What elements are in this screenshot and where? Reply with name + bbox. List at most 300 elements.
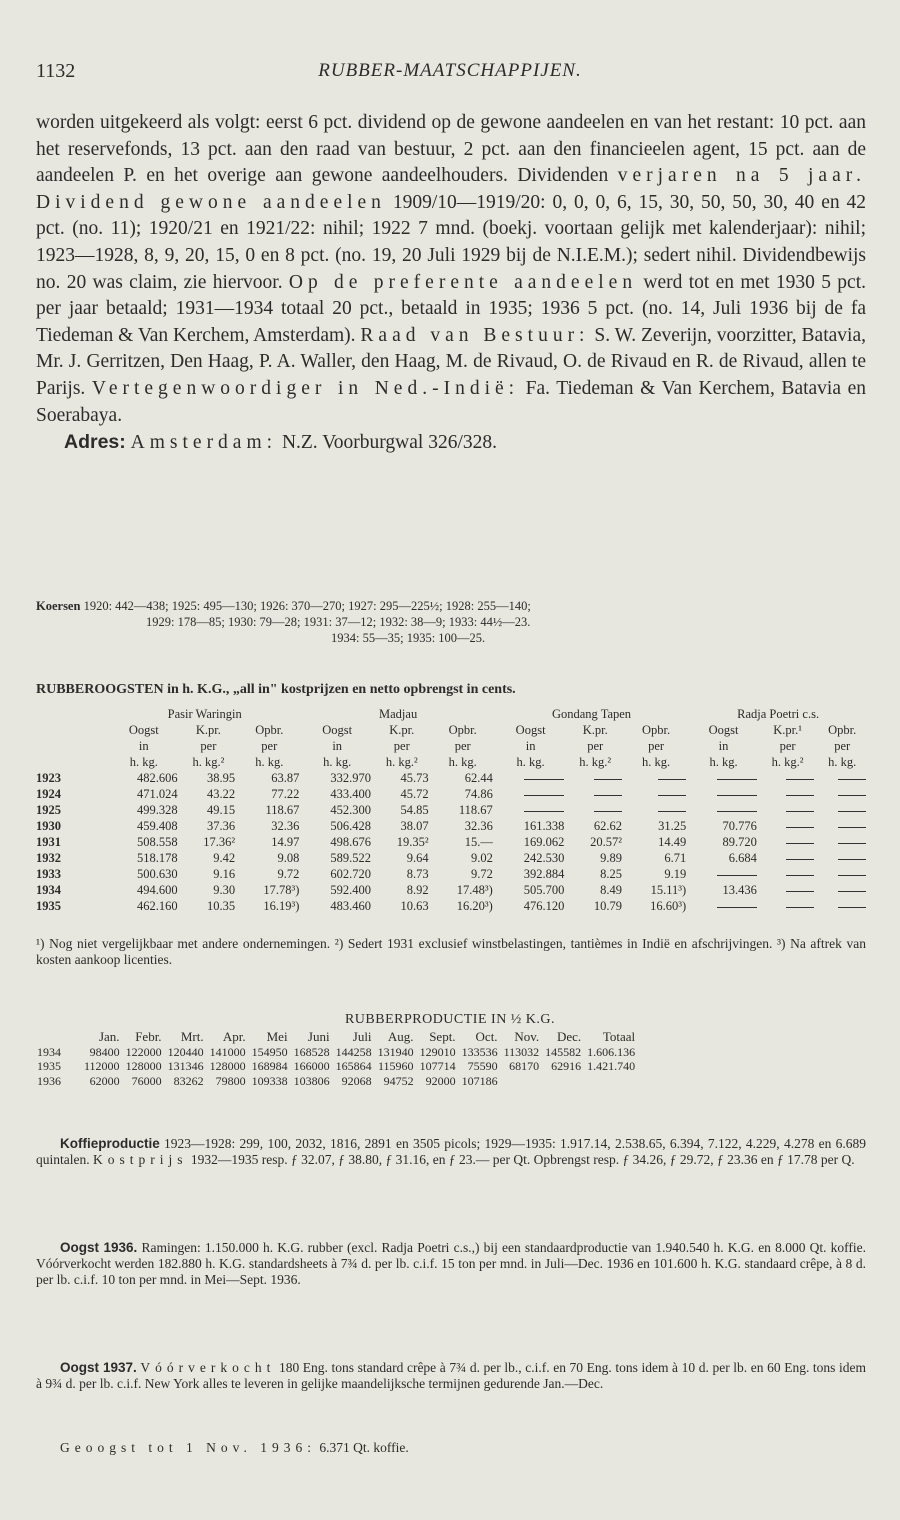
subheader-cell: Opbr. [828, 723, 857, 737]
value-cell [816, 866, 868, 882]
value-cell: 14.49 [658, 835, 687, 849]
dash-mark [838, 827, 866, 828]
production-value: 168528 [293, 1044, 330, 1059]
koersen-label: Koersen [36, 599, 81, 613]
blank-cell [34, 754, 108, 770]
production-value: 168984 [251, 1059, 288, 1073]
spaced-term: Geoogst tot 1 Nov. 1936: [60, 1440, 316, 1455]
share-prices [36, 598, 866, 646]
value-cell: 452.300 [330, 803, 371, 817]
value-cell: 8.49 [600, 883, 622, 897]
production-value [584, 1074, 638, 1089]
spaced-term: verjaren na 5 jaar. [617, 165, 867, 187]
subheader-cell: h. kg.² [771, 755, 804, 769]
subheader-cell: h. kg.² [385, 755, 418, 769]
page-number: 1132 [36, 60, 76, 82]
production-value: 107186 [461, 1073, 498, 1088]
value-cell [816, 898, 868, 914]
value-cell: 17.78³) [263, 883, 300, 897]
value-cell: 161.338 [523, 819, 565, 833]
subheader-cell: per [779, 739, 796, 753]
value-cell: 9.72 [470, 867, 493, 881]
table-row [34, 882, 868, 898]
production-value [542, 1074, 584, 1089]
koersen-line: 1920: 442—438; 1925: 495—130; 1926: 370—270; 1927: 295—225½; 1928: 255—140; [83, 599, 531, 613]
table-header-row [34, 706, 868, 722]
dash-mark [786, 811, 814, 812]
subheader-cell: in [138, 739, 149, 753]
blank-cell [34, 1030, 81, 1045]
production-value: 103806 [293, 1073, 330, 1088]
table-row [34, 786, 868, 802]
value-cell [816, 850, 868, 866]
dash-mark [717, 907, 757, 908]
year-cell: 1931 [36, 835, 61, 849]
blank-cell [34, 706, 108, 722]
month-header: Juli [352, 1029, 372, 1044]
value-cell [624, 770, 688, 786]
section-lead: Oogst 1937. [60, 1360, 137, 1375]
spaced-term: Raad van Bestuur: [360, 324, 590, 346]
value-cell [688, 802, 759, 818]
production-value: 129010 [419, 1044, 456, 1059]
value-cell [688, 898, 759, 914]
month-header: Totaal [602, 1029, 636, 1044]
subheader-cell: h. kg. [828, 755, 857, 769]
table-row [34, 898, 868, 914]
production-value: 68170 [509, 1059, 540, 1073]
table-subheader-row [34, 722, 868, 738]
subheader-cell: per [261, 739, 278, 753]
value-cell: 62.62 [593, 819, 622, 833]
value-cell: 518.178 [136, 851, 178, 865]
production-value: 128000 [125, 1059, 162, 1073]
year-cell: 1933 [36, 867, 61, 881]
value-cell: 498.676 [330, 835, 371, 849]
production-value: 128000 [209, 1059, 246, 1073]
production-row [34, 1074, 638, 1089]
production-value: 76000 [131, 1073, 162, 1088]
harvest-table-title [36, 682, 866, 698]
value-cell [816, 834, 868, 850]
value-cell: 19.35² [396, 835, 429, 849]
subheader-cell: per [454, 739, 471, 753]
harvest-table [34, 706, 868, 914]
value-cell: 31.25 [658, 819, 687, 833]
subheader-cell: K.pr.¹ [773, 723, 802, 737]
table-row [34, 802, 868, 818]
dash-mark [838, 907, 866, 908]
value-cell: 242.530 [523, 851, 565, 865]
table-row [34, 850, 868, 866]
value-cell [759, 866, 817, 882]
value-cell [566, 770, 624, 786]
subheader-cell: K.pr. [582, 723, 608, 737]
value-cell: 15.11³) [650, 883, 687, 897]
subheader-cell: per [834, 739, 851, 753]
production-value: 92000 [425, 1073, 456, 1088]
dash-mark [838, 795, 866, 796]
subheader-cell: h. kg. [516, 755, 545, 769]
table-title: RUBBEROOGSTEN in h. K.G., „all in" kostprijzen en netto opbrengst in cents. [36, 682, 516, 697]
value-cell: 74.86 [464, 787, 493, 801]
subheader-cell: Opbr. [255, 723, 284, 737]
text-span: Fa. Tiedeman & Van Kerchem, Batavia en Soerabaya. [36, 377, 866, 426]
production-value: 79800 [215, 1073, 246, 1088]
value-cell: 62.44 [464, 771, 493, 785]
spaced-term: Op de preferente aandeelen [288, 271, 638, 293]
value-cell [624, 802, 688, 818]
subheader-cell: h. kg.² [579, 755, 612, 769]
spaced-term: Dividend gewone aandeelen [36, 191, 386, 213]
year-cell: 1935 [36, 899, 61, 913]
production-value: 1.421.740 [587, 1059, 636, 1073]
year-cell: 1935 [37, 1059, 61, 1073]
dash-mark [658, 811, 686, 812]
value-cell: 506.428 [330, 819, 371, 833]
text-span: 1932—1935 resp. ƒ 32.07, ƒ 38.80, ƒ 31.16, en ƒ 23.— per Qt. Opbrengst resp. ƒ 34.26, ƒ 29.72, ƒ 23.36 en ƒ 17.78 per Q. [187, 1152, 855, 1167]
value-cell: 8.73 [406, 867, 429, 881]
value-cell: 471.024 [136, 787, 178, 801]
value-cell [688, 866, 759, 882]
spaced-term: Amsterdam: [130, 432, 278, 454]
year-cell: 1924 [36, 787, 61, 801]
table-row [34, 770, 868, 786]
production-value: 154950 [251, 1044, 288, 1059]
value-cell [759, 898, 817, 914]
subheader-cell: Opbr. [642, 723, 671, 737]
production-value: 112000 [84, 1059, 120, 1073]
spaced-term: Vóórverkocht [140, 1360, 276, 1375]
value-cell: 10.35 [207, 899, 236, 913]
subheader-cell: in [525, 739, 536, 753]
harvest-1936 [36, 1240, 866, 1288]
blank-cell [34, 722, 108, 738]
production-value: 107714 [419, 1059, 456, 1073]
estate-header: Radja Poetri c.s. [737, 707, 820, 721]
value-cell: 9.72 [277, 867, 300, 881]
production-value: 141000 [209, 1044, 246, 1059]
value-cell: 494.600 [136, 883, 178, 897]
value-cell: 118.67 [265, 803, 300, 817]
production-value: 122000 [125, 1044, 162, 1059]
value-cell: 392.884 [523, 867, 565, 881]
value-cell: 37.36 [207, 819, 236, 833]
value-cell [816, 818, 868, 834]
dash-mark [838, 859, 866, 860]
value-cell: 592.400 [330, 883, 371, 897]
value-cell: 13.436 [722, 883, 757, 897]
value-cell [759, 882, 817, 898]
dash-mark [524, 795, 564, 796]
production-value: 98400 [89, 1044, 120, 1059]
subheader-cell: Oogst [322, 723, 353, 737]
value-cell: 15.— [464, 835, 493, 849]
text-span: 6.371 Qt. koffie. [316, 1440, 409, 1455]
subheader-cell: per [200, 739, 217, 753]
value-cell [759, 770, 817, 786]
value-cell: 462.160 [136, 899, 178, 913]
production-value: 120440 [167, 1044, 204, 1059]
value-cell: 6.71 [664, 851, 687, 865]
production-value: 92068 [341, 1073, 372, 1088]
dash-mark [594, 795, 622, 796]
dash-mark [658, 795, 686, 796]
production-row [34, 1059, 638, 1074]
production-value: 131940 [377, 1044, 414, 1059]
value-cell: 17.48³) [456, 883, 493, 897]
value-cell: 77.22 [271, 787, 300, 801]
subheader-cell: h. kg. [255, 755, 284, 769]
dash-mark [786, 795, 814, 796]
value-cell: 505.700 [523, 883, 565, 897]
value-cell: 9.08 [277, 851, 300, 865]
month-header: Febr. [135, 1029, 162, 1044]
value-cell: 433.400 [330, 787, 371, 801]
production-value: 165864 [335, 1059, 372, 1073]
text-span: 1909/10—1919/20: 0, 0, 0, 6, 15, 30, 50, 50, 30, 40 en 42 pct. (no. 11); 1920/21 en 1921/22: nihil; 1922 7 mnd. (boekj. voortaan gelijk met kalenderjaar): nihil; 1923—1928, 8, 9, 20, 15, 0 en 8 pct. (no. 19, 20 Juli 1929 bij de N.I.E.M.); sedert nihil. Dividendbewijs no. 20 was claim, zie hiervoor. [36, 191, 866, 293]
dash-mark [717, 779, 757, 780]
month-header: Juni [307, 1029, 330, 1044]
value-cell: 6.684 [728, 851, 757, 865]
page-header [36, 60, 864, 90]
month-header: Sept. [429, 1029, 456, 1044]
value-cell: 118.67 [458, 803, 493, 817]
year-cell: 1934 [36, 883, 61, 897]
value-cell: 32.36 [464, 819, 493, 833]
subheader-cell: per [648, 739, 665, 753]
production-value: 144258 [335, 1044, 372, 1059]
text-span: 180 Eng. tons standard crêpe à 7¾ d. per lb., c.i.f. en 70 Eng. tons idem à 10 d. per lb. en 60 Eng. tons idem à 9¾ d. per lb. c.i.f. New York alles te leveren in gelijke maandelijksche termijnen gedurende Jan.—Dec. [36, 1360, 867, 1391]
subheader-cell: per [587, 739, 604, 753]
production-value: 1.606.136 [587, 1044, 636, 1059]
value-cell [759, 786, 817, 802]
value-cell [759, 834, 817, 850]
text-span: Ramingen: 1.150.000 h. K.G. rubber (excl. Radja Poetri c.s.,) bij een standaardproductie van 1.940.540 h. K.G. en 8.000 Qt. koffie. Vóórverkocht werden 182.880 h. K.G. standardsheets à 7¾ d. per lb. c.i.f. 15 ton per mnd. in Juli—Dec. 1936 en 101.600 h. K.G. standaard crêpe, à 8 d. per lb. c.i.f. 10 ton per mnd. in Mei—Sept. 1936. [36, 1240, 866, 1287]
subheader-cell: K.pr. [389, 723, 415, 737]
production-value: 109338 [251, 1073, 288, 1088]
dash-mark [838, 779, 866, 780]
section-lead: Koffieproductie [60, 1136, 160, 1151]
production-table [34, 1030, 638, 1088]
footnotes: ¹) Nog niet vergelijkbaar met andere ondernemingen. ²) Sedert 1931 exclusief winstbelastingen, tantièmes in Indië en afschrijvingen. ³) Na aftrek van kosten aankoop licenties. [36, 936, 866, 967]
month-header: Nov. [514, 1029, 540, 1044]
spaced-term: Kostprijs [93, 1152, 188, 1167]
running-title: RUBBER-MAATSCHAPPIJEN. [318, 60, 582, 81]
value-cell: 9.89 [600, 851, 622, 865]
value-cell: 20.57² [590, 835, 622, 849]
dash-mark [658, 779, 686, 780]
text-span: werd tot en met 1930 5 pct. per jaar betaald; 1931—1934 totaal 20 pct., betaald in 1935; 1936 5 pct. (no. 14, Juli 1936 bij de fa Tiedeman & Van Kerchem, Amsterdam). [36, 271, 866, 346]
value-cell [566, 786, 624, 802]
subheader-cell: K.pr. [195, 723, 221, 737]
dash-mark [524, 811, 564, 812]
table-row [34, 866, 868, 882]
value-cell [816, 770, 868, 786]
value-cell [759, 850, 817, 866]
subheader-cell: in [332, 739, 343, 753]
value-cell: 9.42 [213, 851, 236, 865]
value-cell: 49.15 [207, 803, 236, 817]
value-cell: 63.87 [271, 771, 300, 785]
value-cell: 499.328 [136, 803, 178, 817]
value-cell: 482.606 [136, 771, 178, 785]
production-value: 131346 [167, 1059, 204, 1073]
value-cell: 476.120 [523, 899, 565, 913]
value-cell: 14.97 [271, 835, 300, 849]
month-header: Dec. [556, 1029, 582, 1044]
subheader-cell: Oogst [128, 723, 159, 737]
production-value: 94752 [383, 1073, 414, 1088]
value-cell: 38.95 [207, 771, 236, 785]
value-cell: 45.73 [400, 771, 429, 785]
value-cell: 9.02 [470, 851, 493, 865]
production-value: 115960 [378, 1059, 414, 1073]
month-header: Apr. [222, 1029, 246, 1044]
value-cell: 89.720 [722, 835, 757, 849]
value-cell: 8.92 [406, 883, 429, 897]
production-value [501, 1074, 543, 1089]
dividend-paragraph [36, 110, 866, 429]
dash-mark [717, 875, 757, 876]
subheader-cell: per [393, 739, 410, 753]
dash-mark [717, 811, 757, 812]
value-cell [816, 882, 868, 898]
coffee-production [36, 1136, 866, 1168]
dash-mark [786, 891, 814, 892]
subheader-cell: in [718, 739, 729, 753]
production-value: 75590 [467, 1059, 498, 1073]
value-cell: 45.72 [400, 787, 429, 801]
dash-mark [838, 843, 866, 844]
value-cell: 32.36 [271, 819, 300, 833]
production-value: 133536 [461, 1044, 498, 1059]
month-header: Jan. [98, 1029, 120, 1044]
production-value: 83262 [173, 1073, 204, 1088]
dash-mark [594, 779, 622, 780]
value-cell [495, 802, 567, 818]
production-header-row [34, 1030, 638, 1045]
value-cell: 8.25 [600, 867, 622, 881]
section-lead: Oogst 1936. [60, 1240, 138, 1255]
table-subheader-row [34, 754, 868, 770]
value-cell [495, 786, 567, 802]
value-cell: 16.60³) [650, 899, 687, 913]
value-cell: 483.460 [330, 899, 371, 913]
dash-mark [786, 907, 814, 908]
value-cell [688, 770, 759, 786]
value-cell: 9.16 [213, 867, 236, 881]
value-cell: 500.630 [136, 867, 178, 881]
table-row [34, 818, 868, 834]
production-title: RUBBERPRODUCTIE IN ½ K.G. [344, 1012, 556, 1027]
spaced-term: Vertegenwoordiger in Ned.-Indië: [91, 377, 520, 399]
year-cell: 1932 [36, 851, 61, 865]
value-cell: 10.63 [400, 899, 429, 913]
address-label: Adres: [64, 431, 126, 454]
subheader-cell: h. kg.² [192, 755, 225, 769]
subheader-cell: Oogst [708, 723, 739, 737]
value-cell [816, 802, 868, 818]
address-value: N.Z. Voorburgwal 326/328. [277, 432, 497, 454]
value-cell: 17.36² [203, 835, 236, 849]
dash-mark [786, 827, 814, 828]
dash-mark [838, 875, 866, 876]
estate-header: Madjau [379, 707, 418, 721]
production-value: 62916 [551, 1059, 582, 1073]
value-cell [495, 770, 567, 786]
text-span: S. W. Zeverijn, voorzitter, Batavia, Mr. J. Gerritzen, Den Haag, P. A. Waller, den Haag, M. de Rivaud, O. de Rivaud en R. de Rivaud, allen te Parijs. [36, 324, 866, 399]
month-header: Aug. [387, 1029, 414, 1044]
value-cell: 16.20³) [456, 899, 493, 913]
subheader-cell: h. kg. [129, 755, 158, 769]
value-cell: 43.22 [207, 787, 236, 801]
estate-header: Gondang Tapen [551, 707, 632, 721]
dash-mark [786, 859, 814, 860]
month-header: Mrt. [180, 1029, 204, 1044]
subheader-cell: h. kg. [709, 755, 738, 769]
value-cell: 70.776 [722, 819, 757, 833]
year-cell: 1930 [36, 819, 61, 833]
dash-mark [594, 811, 622, 812]
blank-cell [34, 738, 108, 754]
value-cell [816, 786, 868, 802]
value-cell: 459.408 [136, 819, 178, 833]
value-cell: 10.79 [593, 899, 622, 913]
value-cell [688, 786, 759, 802]
koersen-line: 1929: 178—85; 1930: 79—28; 1931: 37—12; 1932: 38—9; 1933: 44½—23. [146, 615, 531, 629]
value-cell [759, 802, 817, 818]
table-subheader-row [34, 738, 868, 754]
production-value: 62000 [89, 1073, 120, 1088]
value-cell: 508.558 [136, 835, 178, 849]
year-cell: 1934 [37, 1044, 61, 1059]
text-span: worden uitgekeerd als volgt: eerst 6 pct. dividend op de gewone aandeelen en van het restant: 10 pct. aan het reservefonds, 13 pct. aan den raad van bestuur, 2 pct. aan den financieelen agent, 15 pct. aan de aandeelen P. en het overige aan gewone aandeelhouders. Dividenden [36, 112, 866, 187]
value-cell: 602.720 [330, 867, 371, 881]
dash-mark [524, 779, 564, 780]
text-span: 1923—1928: 299, 100, 2032, 1816, 2891 en 3505 picols; 1929—1935: 1.917.14, 2.538.65, 6.394, 7.122, 4.229, 4.278 en 6.689 quintalen. [36, 1136, 866, 1167]
dash-mark [717, 795, 757, 796]
harvested-to-date [36, 1440, 866, 1456]
value-cell [566, 802, 624, 818]
year-cell: 1936 [37, 1073, 61, 1088]
value-cell: 9.64 [406, 851, 429, 865]
address-line [36, 429, 866, 457]
subheader-cell: h. kg. [642, 755, 671, 769]
table-row [34, 834, 868, 850]
company-description [36, 110, 866, 457]
dash-mark [838, 811, 866, 812]
subheader-cell: h. kg. [448, 755, 477, 769]
value-cell: 169.062 [523, 835, 565, 849]
koersen-line: 1934: 55—35; 1935: 100—25. [331, 631, 486, 645]
subheader-cell: Opbr. [448, 723, 477, 737]
harvest-1937 [36, 1360, 866, 1392]
value-cell [759, 818, 817, 834]
year-cell: 1923 [36, 771, 61, 785]
value-cell: 16.19³) [263, 899, 300, 913]
production-row [34, 1045, 638, 1060]
dash-mark [786, 779, 814, 780]
production-value: 166000 [293, 1059, 330, 1073]
value-cell: 9.30 [213, 883, 236, 897]
production-value: 145582 [545, 1044, 582, 1059]
value-cell: 589.522 [330, 851, 371, 865]
month-header: Oct. [475, 1029, 498, 1044]
year-cell: 1925 [36, 803, 61, 817]
value-cell: 332.970 [330, 771, 371, 785]
estate-header: Pasir Waringin [167, 707, 242, 721]
